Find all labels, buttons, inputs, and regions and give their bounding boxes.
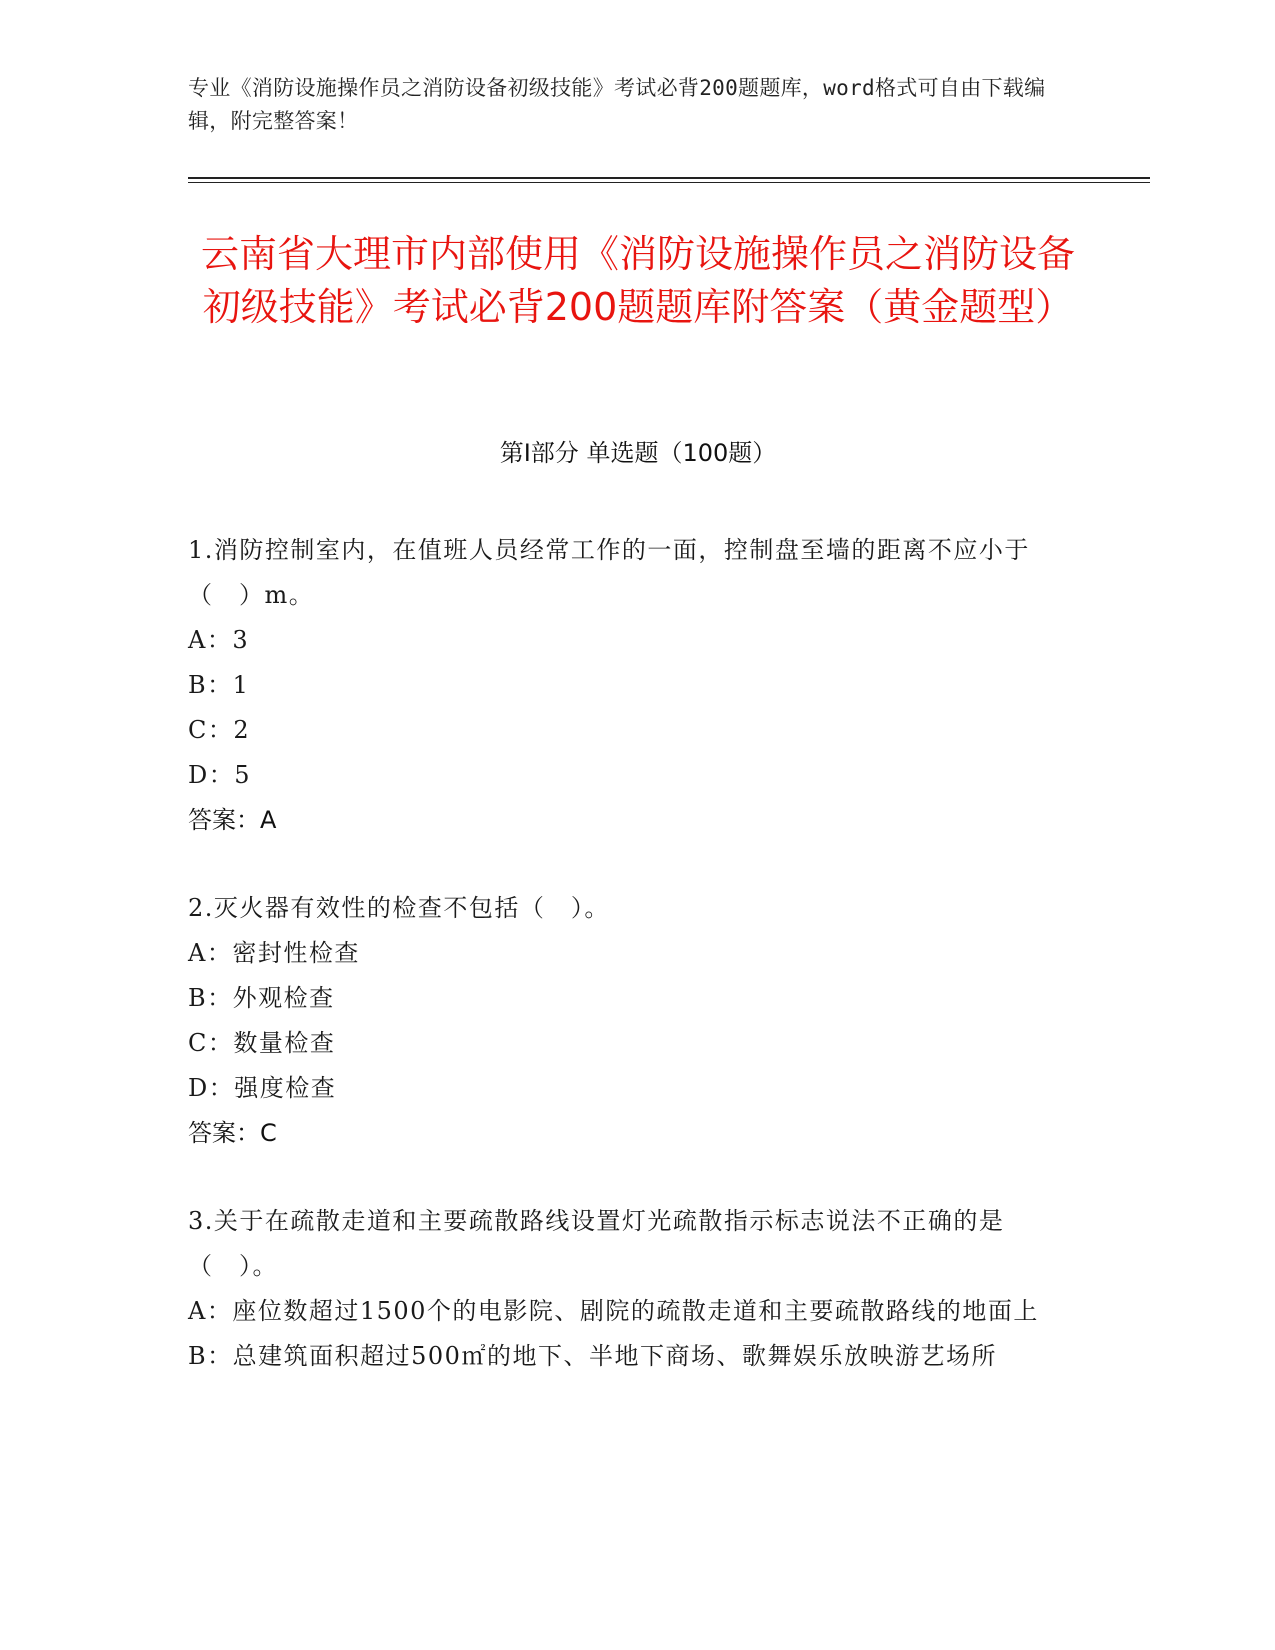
option-d: D：5 [188, 761, 252, 789]
question-list [188, 528, 1068, 1422]
section-title: 第Ⅰ部分 单选题（100题） [499, 439, 777, 467]
question-item [188, 1199, 1068, 1379]
question-stem: 1.消防控制室内，在值班人员经常工作的一面，控制盘至墙的距离不应小于（ ）m。 [188, 536, 1030, 609]
option-a: A：座位数超过1500个的电影院、剧院的疏散走道和主要疏散路线的地面上 [188, 1297, 1039, 1325]
option-a: A：3 [188, 626, 250, 654]
answer-line: 答案：C [188, 1119, 277, 1147]
question-stem: 2.灭火器有效性的检查不包括（ ）。 [188, 894, 610, 922]
option-a: A：密封性检查 [188, 939, 360, 967]
header-rule-thick [188, 177, 1150, 179]
document-title: 云南省大理市内部使用《消防设施操作员之消防设备初级技能》考试必背200题题库附答案（黄金题型） [200, 232, 1075, 329]
option-d: D：强度检查 [188, 1074, 337, 1102]
header-rule-thin [188, 182, 1150, 183]
option-c: C：2 [188, 716, 251, 744]
option-b: B：外观检查 [188, 984, 335, 1012]
question-item [188, 528, 1068, 843]
question-stem: 3.关于在疏散走道和主要疏散路线设置灯光疏散指示标志说法不正确的是（ ）。 [188, 1207, 1005, 1280]
option-b: B：1 [188, 671, 250, 699]
answer-line: 答案：A [188, 806, 277, 834]
question-item [188, 886, 1068, 1156]
option-b: B：总建筑面积超过500㎡的地下、半地下商场、歌舞娱乐放映游艺场所 [188, 1342, 997, 1370]
header-note: 专业《消防设施操作员之消防设备初级技能》考试必背200题题库，word格式可自由下载编辑，附完整答案！ [188, 76, 1046, 133]
option-c: C：数量检查 [188, 1029, 336, 1057]
